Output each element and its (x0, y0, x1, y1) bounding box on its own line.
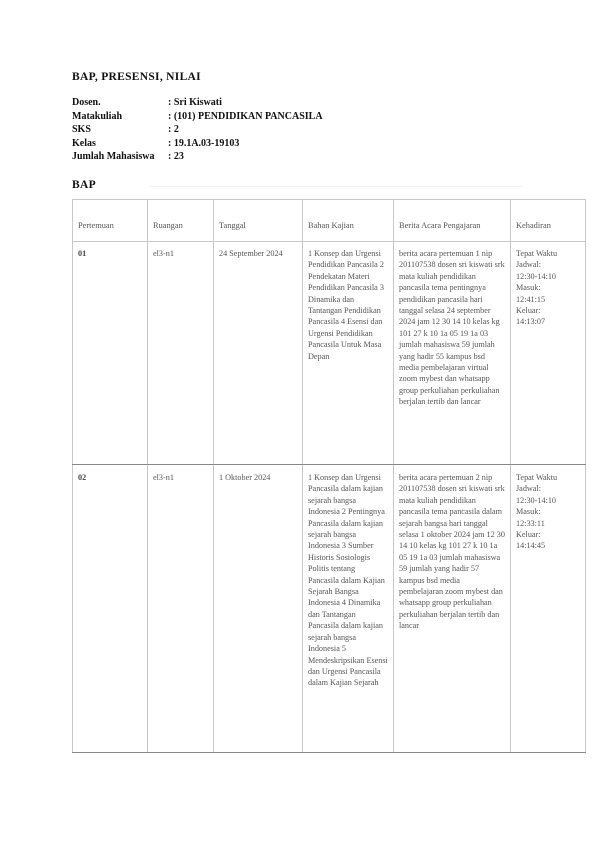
cell-ruangan: el3-n1 (148, 242, 214, 465)
info-label: SKS (72, 124, 91, 136)
jadwal-value: 12:30-14:10 (516, 495, 557, 505)
header-kehadiran: Kehadiran (511, 200, 586, 242)
table-row (73, 242, 586, 465)
cell-tanggal: 1 Oktober 2024 (214, 465, 303, 753)
info-value: : 23 (168, 151, 184, 163)
table-row (73, 465, 586, 753)
masuk-label: Masuk: (516, 283, 541, 293)
cell-pertemuan: 02 (73, 465, 148, 753)
cell-kehadiran (511, 242, 586, 465)
cell-tanggal: 24 September 2024 (214, 242, 303, 465)
cell-pertemuan: 01 (73, 242, 148, 465)
info-label: Dosen. (72, 97, 101, 108)
header-ruangan: Ruangan (148, 200, 214, 242)
jadwal-label: Tepat Waktu Jadwal: (516, 473, 558, 494)
cell-berita-acara: berita acara pertemuan 1 nip 201107538 dosen sri kiswati srk mata kuliah pendidikan pancasila tema pentingnya pendidikan pancasila hari tanggal selasa 24 september 2024 jam 12 30 14 10 kelas kg 101 27 k 10 1a 05 19 1a 03 jumlah mahasiswa 59 jumlah yang hadir 55 kampus bsd media pembelajaran virtual zoom mybest dan whatsapp group perkuliahan perkuliahan berjalan tertib dan lancar (394, 242, 511, 465)
masuk-value: 12:41:15 (516, 294, 546, 304)
keluar-value: 14:13:07 (516, 317, 546, 327)
cell-berita-acara: berita acara pertemuan 2 nip 201107538 dosen sri kiswati srk mata kuliah pendidikan pancasila tema pancasila dalam sejarah bangsa hari tanggal selasa 1 oktober 2024 jam 12 30 14 10 kelas kg 101 27 k 10 1a 05 19 1a 03 jumlah mahasiswa 59 jumlah yang hadir 57 kampus bsd media pembelajaran zoom mybest dan whatsapp group perkuliahan perkuliahan berjalan tertib dan lancar (394, 465, 511, 753)
masuk-label: Masuk: (516, 507, 541, 517)
info-row-kelas (72, 137, 323, 151)
info-row-dosen (72, 96, 323, 110)
cell-kehadiran (511, 465, 586, 753)
info-label: Kelas (72, 137, 96, 149)
keluar-value: 14:14:45 (516, 541, 546, 551)
section-title: BAP (72, 179, 96, 191)
jadwal-value: 12:30-14:10 (516, 271, 557, 281)
table-header-row (73, 200, 586, 242)
info-value: : (101) PENDIDIKAN PANCASILA (168, 110, 323, 122)
info-row-matakuliah (72, 110, 323, 124)
course-info (72, 96, 323, 164)
header-tanggal: Tanggal (214, 200, 303, 242)
bap-table (72, 199, 586, 753)
keluar-label: Keluar: (516, 530, 541, 540)
info-value: : Sri Kiswati (168, 97, 222, 108)
cell-bahan-kajian: 1 Konsep dan Urgensi Pancasila dalam kajian sejarah bangsa Indonesia 2 Pentingnya Pancasila dalam kajian sejarah bangsa Indonesia 3 Sumber Historis Sosiologis Politis tentang Pancasila dalam Kajian Sejarah Bangsa Indonesia 4 Dinamika dan Tantangan Pancasila dalam kajian sejarah bangsa Indonesia 5 Mendeskripsikan Esensi dan Urgensi Pancasila dalam Kajian Sejarah (303, 465, 394, 753)
info-row-jumlah-mahasiswa (72, 150, 323, 164)
masuk-value: 12:33:11 (516, 518, 545, 528)
header-pertemuan: Pertemuan (73, 200, 148, 242)
cell-ruangan: el3-n1 (148, 465, 214, 753)
info-label: Jumlah Mahasiswa (72, 151, 155, 163)
jadwal-label: Tepat Waktu Jadwal: (516, 249, 558, 270)
info-value: : 2 (168, 124, 179, 136)
cell-bahan-kajian: 1 Konsep dan Urgensi Pendidikan Pancasila 2 Pendekatan Materi Pendidikan Pancasila 3 Dinamika dan Tantangan Pendidikan Pancasila 4 Esensi dan Urgensi Pendidikan Pancasila Untuk Masa Depan (303, 242, 394, 465)
section-divider (150, 186, 522, 187)
keluar-label: Keluar: (516, 306, 541, 316)
info-label: Matakuliah (72, 110, 123, 122)
header-berita-acara: Berita Acara Pengajaran (394, 200, 511, 242)
header-bahan-kajian: Bahan Kajian (303, 200, 394, 242)
info-value: : 19.1A.03-19103 (168, 137, 240, 149)
info-row-sks (72, 123, 323, 137)
document-title: BAP, PRESENSI, NILAI (72, 71, 201, 83)
